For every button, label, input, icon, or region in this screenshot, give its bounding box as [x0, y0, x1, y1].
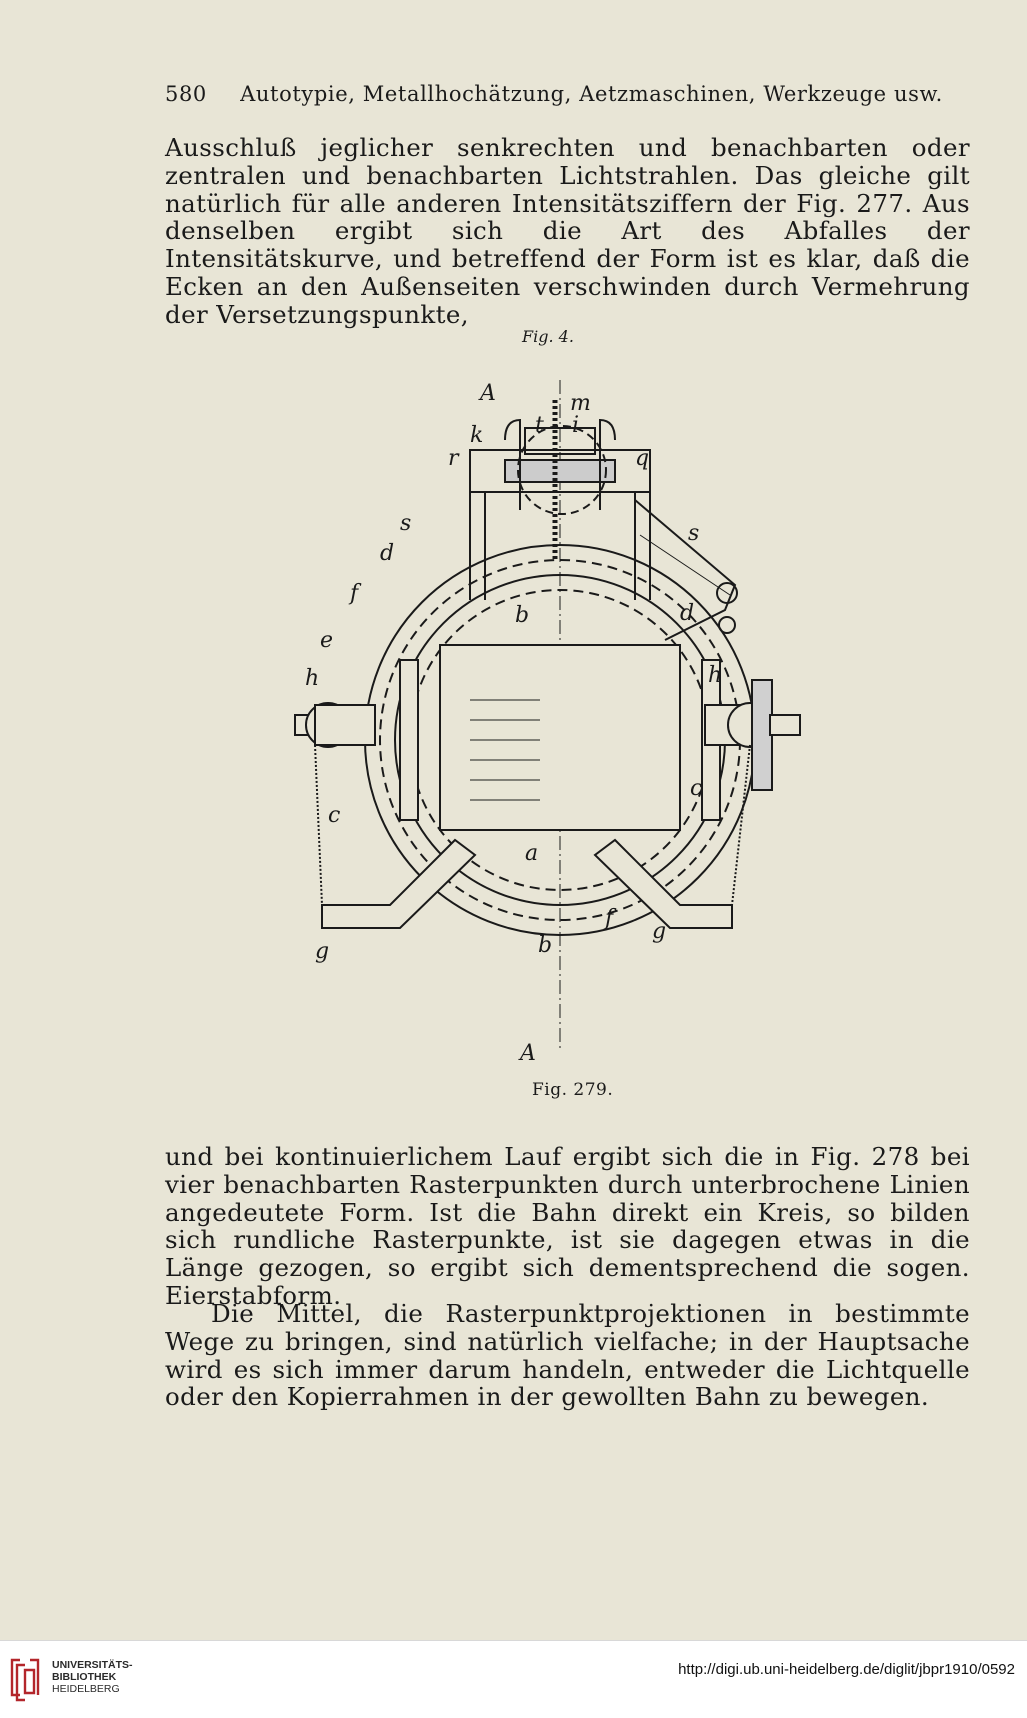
right-lever: [595, 840, 732, 928]
label-d-right: d: [680, 601, 695, 626]
label-s-right: s: [688, 521, 700, 546]
label-e: e: [320, 628, 334, 653]
label-b-top: b: [515, 603, 530, 628]
label-q: q: [635, 446, 650, 471]
label-b-bottom: b: [538, 933, 553, 958]
label-h-left: h: [305, 666, 320, 691]
label-a: a: [525, 841, 539, 866]
library-name-line1: UNIVERSITÄTS-: [52, 1659, 133, 1671]
figure-inner-caption: Fig. 4.: [522, 327, 574, 346]
label-i: i: [572, 413, 580, 438]
copy-frame: [440, 645, 680, 830]
label-d-left: d: [380, 541, 395, 566]
running-header: [165, 82, 943, 106]
library-name: [52, 1659, 133, 1695]
label-a-top: A: [480, 381, 496, 406]
label-c-left: c: [328, 803, 341, 828]
label-g-right: g: [652, 919, 667, 944]
library-name-line3: HEIDELBERG: [52, 1683, 120, 1695]
running-title: Autotypie, Metallhochätzung, Aetzmaschinen, Werkzeuge usw.: [240, 82, 943, 106]
page-number: 580: [165, 82, 207, 106]
label-r: r: [448, 446, 459, 471]
label-s-left: s: [400, 511, 412, 536]
figure-caption: Fig. 279.: [532, 1080, 614, 1100]
library-name-line2: BIBLIOTHEK: [52, 1671, 117, 1683]
label-m: m: [570, 391, 591, 416]
label-c-right: c: [690, 776, 703, 801]
label-f-bottom: f: [605, 906, 614, 931]
label-h-right: h: [708, 663, 723, 688]
paragraph-3: Die Mittel, die Rasterpunktprojektionen in bestimmte Wege zu bringen, sind natürlich vielfache; in der Hauptsache wird es sich immer darum handeln, entweder die Lichtquelle oder den Kopierrahmen in der gewollten Bahn zu bewegen.: [165, 1299, 970, 1412]
cross-slide: [505, 460, 615, 482]
footer-bar: [0, 1640, 1027, 1718]
paragraph-1: Ausschluß jeglicher senkrechten und benachbarten oder zentralen und benachbarten Lichtstrahlen. Das gleiche gilt natürlich für alle anderen Intensitätsziffern der Fig. 277. Aus denselben ergibt sich die Art des Abfalles der Intensitätskurve, und betreffend der Form ist es klar, daß die Ecken an den Außenseiten verschwinden durch Vermehrung der Versetzungspunkte,: [165, 133, 970, 329]
library-logo-icon: [10, 1655, 44, 1707]
paragraph-2: und bei kontinuierlichem Lauf ergibt sich die in Fig. 278 bei vier benachbarten Rasterpunkten durch unterbrochene Linien angedeutete Form. Ist die Bahn direkt ein Kreis, so bilden sich rundliche Rasterpunkte, ist sie dagegen etwas in die Länge gezogen, so ergibt sich dementsprechend die sogen. Eierstabform.: [165, 1142, 970, 1310]
left-lever: [322, 840, 475, 928]
label-g-left: g: [315, 939, 330, 964]
label-a-bottom: A: [520, 1041, 536, 1066]
source-url-link[interactable]: http://digi.ub.uni-heidelberg.de/diglit/jbpr1910/0592: [678, 1661, 1015, 1678]
label-k: k: [470, 423, 484, 448]
label-t: t: [535, 413, 544, 438]
figure-279-drawing: [280, 360, 820, 1084]
label-f-left: f: [350, 581, 359, 606]
right-shaft: [770, 715, 800, 735]
